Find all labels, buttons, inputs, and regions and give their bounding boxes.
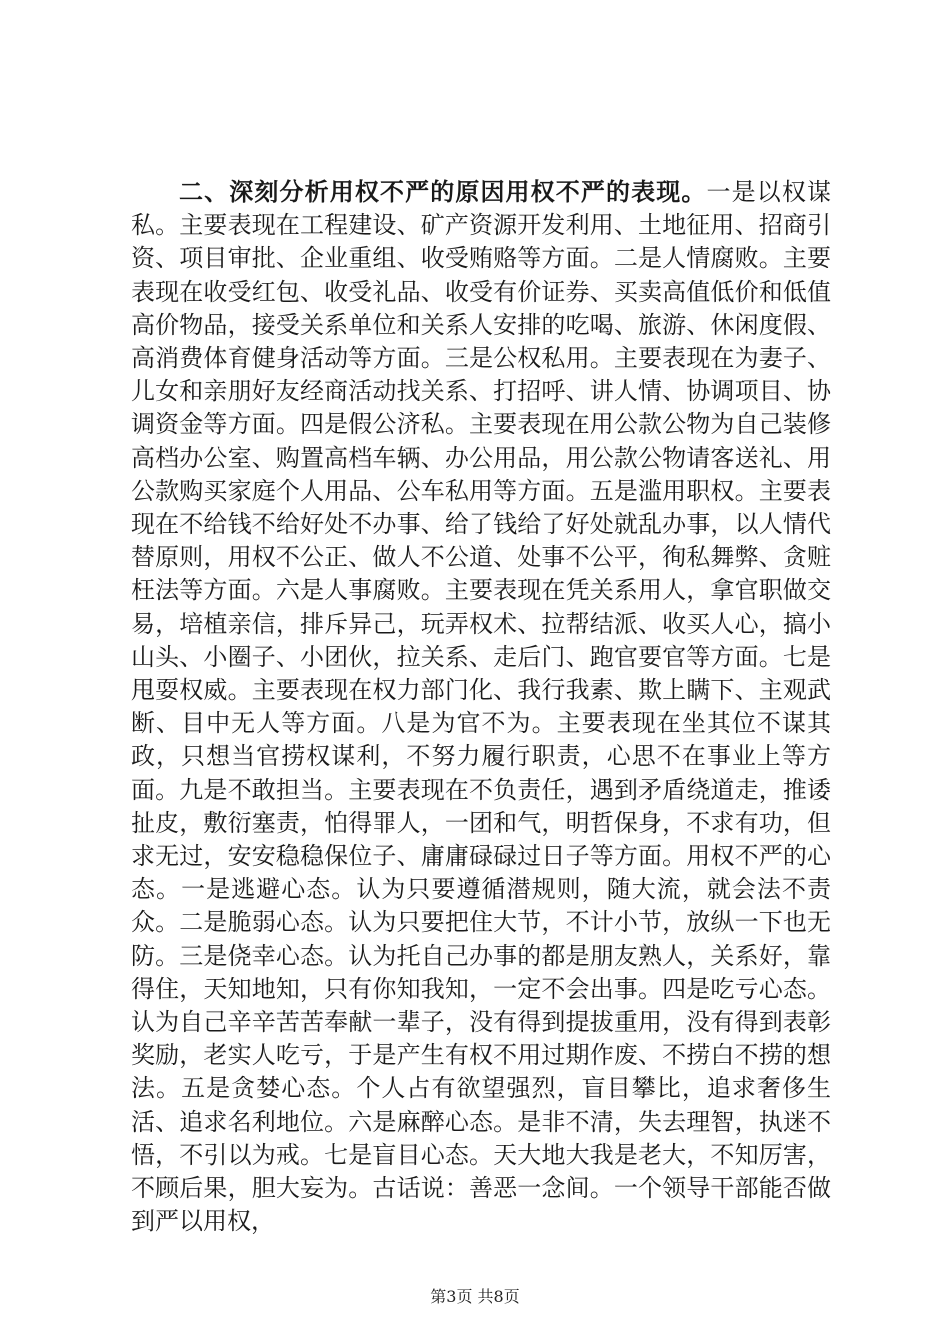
paragraph-text: 一是以权谋私。主要表现在工程建设、矿产资源开发利用、土地征用、招商引资、项目审批、企业重组、收受贿赂等方面。二是人情腐败。主要表现在收受红包、收受礼品、收受有价证券、买卖高值低价和低值高价物品，接受关系单位和关系人安排的吃喝、旅游、休闲度假、高消费体育健身活动等方面。三是公权私用。主要表现在为妻子、儿女和亲朋好友经商活动找关系、打招呼、讲人情、协调项目、协调资金等方面。四是假公济私。主要表现在用公款公物为自己装修高档办公室、购置高档车辆、办公用品，用公款公物请客送礼、用公款购买家庭个人用品、公车私用等方面。五是滥用职权。主要表现在不给钱不给好处不办事、给了钱给了好处就乱办事，以人情代替原则，用权不公正、做人不公道、处事不公平，徇私舞弊、贪赃枉法等方面。六是人事腐败。主要表现在凭关系用人，拿官职做交易，培植亲信，排斥异己，玩弄权术、拉帮结派、收买人心，搞小山头、小圈子、小团伙，拉关系、走后门、跑官要官等方面。七是甩耍权威。主要表现在权力部门化、我行我素、欺上瞒下、主观武断、目中无人等方面。八是为官不为。主要表现在坐其位不谋其政，只想当官捞权谋利，不努力履行职责，心思不在事业上等方面。九是不敢担当。主要表现在不负责任，遇到矛盾绕道走，推诿扯皮，敷衍塞责，怕得罪人，一团和气，明哲保身，不求有功，但求无过，安安稳稳保位子、庸庸碌碌过日子等方面。用权不严的心态。一是逃避心态。认为只要遵循潜规则，随大流，就会法不责众。二是脆弱心态。认为只要把住大节，不计小节，放纵一下也无防。三是侥幸心态。认为托自己办事的都是朋友熟人，关系好，靠得住，天知地知，只有你知我知，一定不会出事。四是吃亏心态。认为自己辛辛苦苦奉献一辈子，没有得到提拔重用，没有得到表彰奖励，老实人吃亏，于是产生有权不用过期作废、不捞白不捞的想法。五是贪婪心态。个人占有欲望强烈，盲目攀比，追求奢侈生活、追求名利地位。六是麻醉心态。是非不清，失去理智，执迷不悟，不引以为戒。七是盲目心态。天大地大我是老大，不知厉害，不顾后果，胆大妄为。古话说：善恶一念间。一个领导干部能否做到严以用权， bbox=[131, 178, 832, 1236]
page-footer: 第3页 共8页 bbox=[430, 1287, 520, 1306]
body-paragraph bbox=[131, 176, 831, 1239]
section-heading: 二、深刻分析用权不严的原因用权不严的表现。 bbox=[179, 178, 707, 206]
